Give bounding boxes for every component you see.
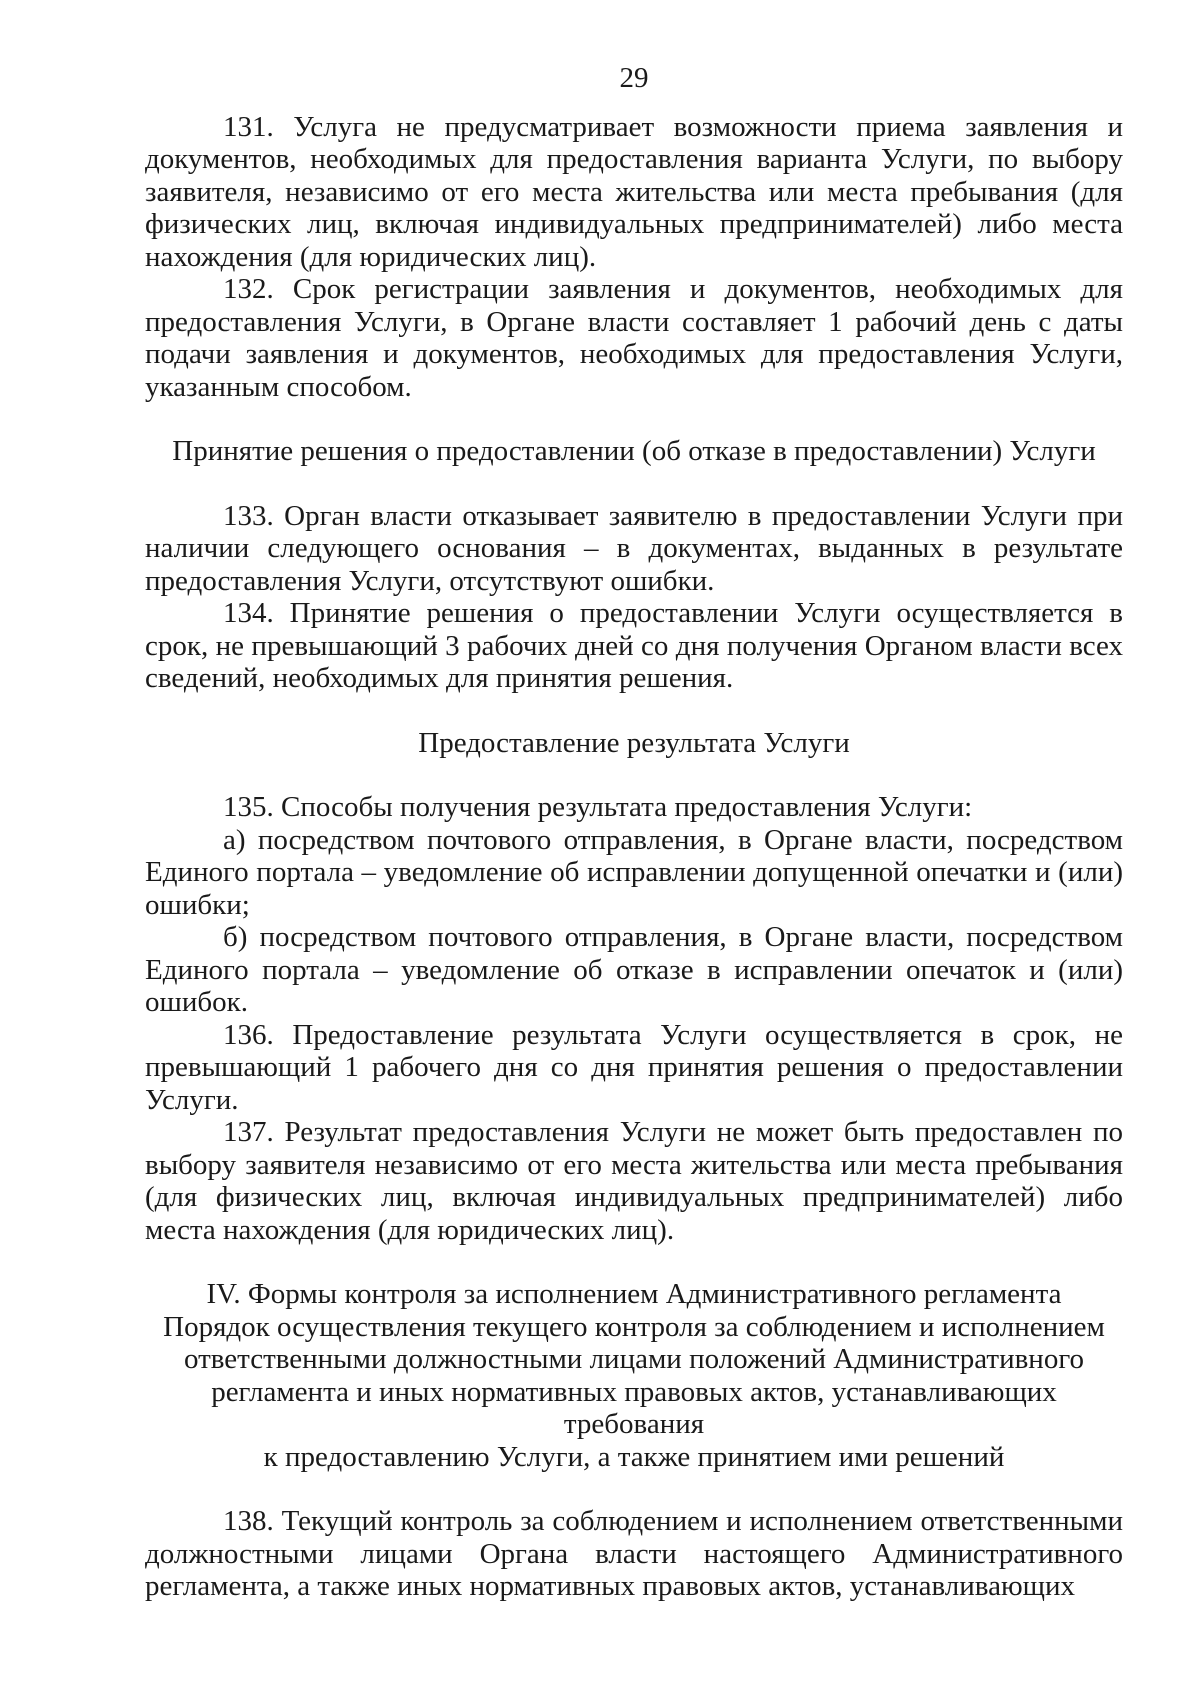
paragraph-135: 135. Способы получения результата предоставления Услуги: bbox=[223, 791, 973, 823]
paragraph-133: 133. Орган власти отказывает заявителю в предоставлении Услуги при наличии следующего основания – в документах, выданных в результате предоставления Услуги, отсутствуют ошибки. bbox=[145, 499, 1123, 597]
paragraph-135-b: б) посредством почтового отправления, в Органе власти, посредством Единого портала – уведомление об отказе в исправлении опечаток и (или) ошибок. bbox=[145, 921, 1123, 1018]
document-page bbox=[145, 62, 1123, 1603]
section-heading-result: Предоставление результата Услуги bbox=[418, 726, 850, 759]
paragraph-135-a: а) посредством почтового отправления, в Органе власти, посредством Единого портала – уведомление об исправлении допущенной опечатки и (или) ошибки; bbox=[145, 823, 1123, 921]
paragraph-137: 137. Результат предоставления Услуги не может быть предоставлен по выбору заявителя независимо от его места жительства или места пребывания (для физических лиц, включая индивидуальных предпринимателей) либо места нахождения (для юридических лиц). bbox=[145, 1116, 1123, 1246]
paragraph-138: 138. Текущий контроль за соблюдением и исполнением ответственными должностными лицами Органа власти настоящего Административного регламента, а также иных нормативных правовых актов, устанавливающих bbox=[145, 1505, 1123, 1602]
heading-line: к предоставлению Услуги, а также принятием ими решений bbox=[263, 1440, 1005, 1473]
paragraph-136: 136. Предоставление результата Услуги осуществляется в срок, не превышающий 1 рабочего дня со дня принятия решения о предоставлении Услуги. bbox=[145, 1018, 1123, 1116]
heading-line: Порядок осуществления текущего контроля за соблюдением и исполнением bbox=[163, 1310, 1105, 1343]
heading-line: регламента и иных нормативных правовых актов, устанавливающих требования bbox=[211, 1375, 1057, 1440]
paragraph-134: 134. Принятие решения о предоставлении Услуги осуществляется в срок, не превышающий 3 рабочих дней со дня получения Органом власти всех сведений, необходимых для принятия решения. bbox=[145, 597, 1123, 694]
heading-line: ответственными должностными лицами положений Административного bbox=[183, 1343, 1085, 1375]
page-number: 29 bbox=[619, 62, 649, 94]
paragraph-131: 131. Услуга не предусматривает возможности приема заявления и документов, необходимых для предоставления варианта Услуги, по выбору заявителя, независимо от его места жительства или места пребывания (для физических лиц, включая индивидуальных предпринимателей) либо места нахождения (для юридических лиц). bbox=[145, 110, 1123, 273]
section-heading-decision: Принятие решения о предоставлении (об отказе в предоставлении) Услуги bbox=[172, 435, 1096, 467]
paragraph-132: 132. Срок регистрации заявления и документов, необходимых для предоставления Услуги, в Органе власти составляет 1 рабочий день с даты подачи заявления и документов, необходимых для предоставления Услуги, указанным способом. bbox=[145, 273, 1123, 403]
heading-line: IV. Формы контроля за исполнением Административного регламента bbox=[206, 1278, 1062, 1310]
section-heading-control bbox=[145, 1278, 1123, 1473]
